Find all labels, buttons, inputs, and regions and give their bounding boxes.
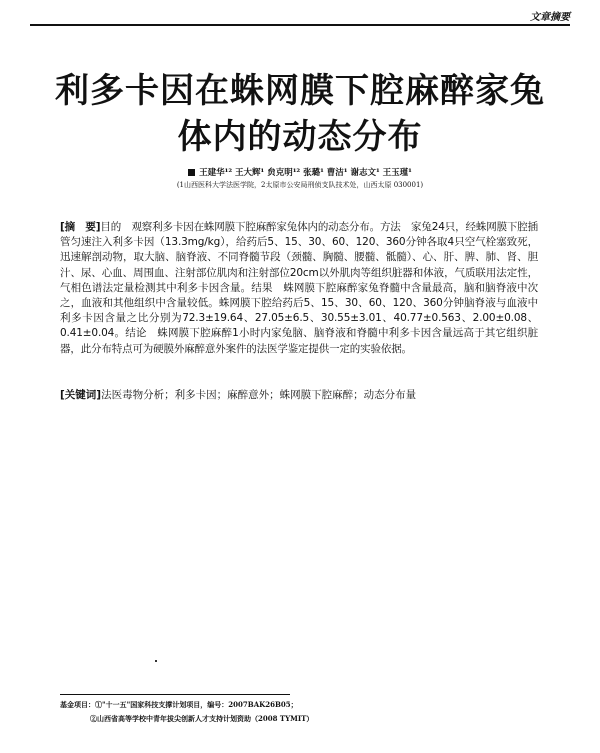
abstract bbox=[60, 220, 538, 357]
affiliation: (1山西医科大学法医学院，2太原市公安局刑侦支队技术处，山西太原 030001) bbox=[176, 181, 424, 189]
footnote-fund-1: 基金项目：①"十一五"国家科技支撑计划项目，编号：2007BAK26B05； bbox=[60, 700, 298, 709]
footnote-divider bbox=[60, 694, 290, 695]
abstract-label: [摘 要] bbox=[60, 221, 101, 233]
author-list bbox=[0, 166, 600, 178]
abstract-text: 目的 观察利多卡因在蛛网膜下腔麻醉家兔体内的动态分布。方法 家兔24只，经蛛网膜下腔插管匀速注入利多卡因（13.3mg/kg），给药后5、15、30、60、120、360分钟各取4只空气栓塞致死，迅速解剖动物，取大脑、脑脊液、不同脊髓节段（颈髓、胸髓、腰髓、骶髓）、心、肝、脾、肺、肾、胆汁、尿、心血、周围血、注射部位肌肉和注射部位20cm以外肌肉等组织脏器和体液，气质联用法定性，气相色谱法定量检测其中利多卡因含量。结果 蛛网膜下腔麻醉家兔脊髓中含量最高，脑和脑脊液中次之，血液和其他组织中含量较低。蛛网膜下腔给药后5、15、30、60、120、360分钟脑脊液与血液中利多卡因含量之比分别为72.3±19.64、27.05±6.5、30.55±3.01、40.77±0.563、2.00±0.08、0.41±0.04。结论 蛛网膜下腔麻醉1小时内家兔脑、脑脊液和脊髓中利多卡因含量远高于其它组织脏器，此分布特点可为硬膜外麻醉意外案件的法医学鉴定提供一定的实验依据。 bbox=[60, 221, 538, 355]
section-label: 文章摘要 bbox=[530, 12, 570, 23]
scan-speck bbox=[155, 660, 157, 662]
footnote-fund-2: ②山西省高等学校中青年拔尖创新人才支持计划资助（2008 TYMIT） bbox=[90, 714, 314, 723]
header-divider bbox=[30, 24, 570, 26]
authors-text: 王建华¹² 王大辉¹ 贠克明¹² 张璐¹ 曹洁¹ 谢志文¹ 王玉瑾¹ bbox=[199, 168, 412, 178]
title-line-2: 体内的动态分布 bbox=[177, 117, 423, 157]
keywords-text: 法医毒物分析；利多卡因；麻醉意外；蛛网膜下腔麻醉；动态分布量 bbox=[101, 389, 417, 401]
square-bullet-icon bbox=[188, 169, 195, 176]
title-line-1: 利多卡因在蛛网膜下腔麻醉家兔 bbox=[55, 71, 545, 111]
paper-title bbox=[0, 68, 600, 160]
keywords bbox=[60, 388, 538, 403]
keywords-label: [关键词] bbox=[60, 389, 102, 401]
